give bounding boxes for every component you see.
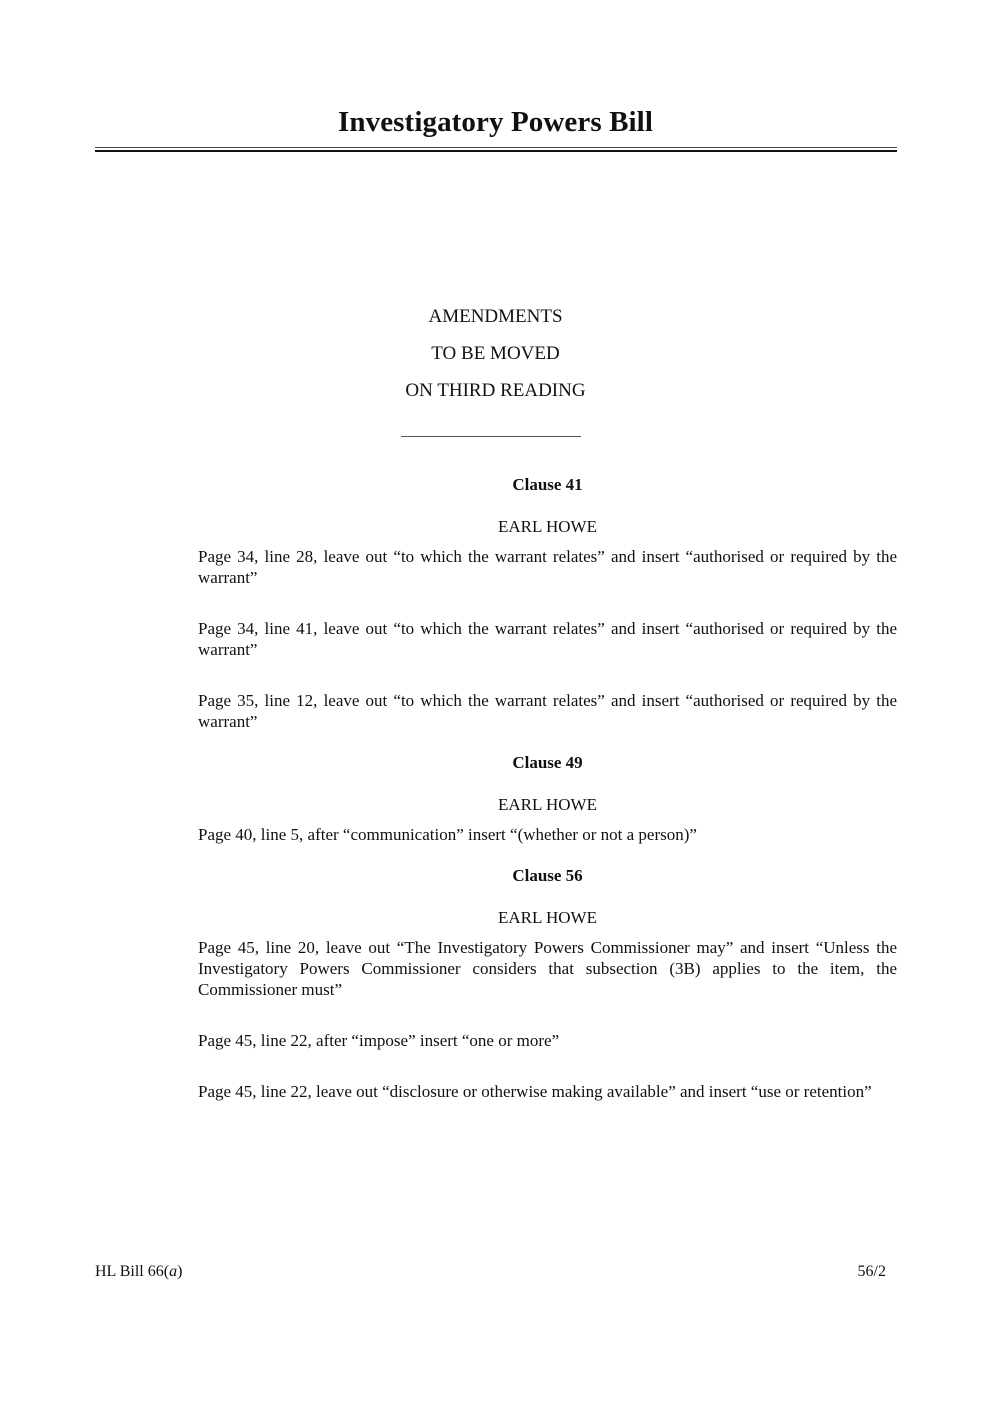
- clause-block-49: [198, 752, 897, 845]
- heading-line-3: ON THIRD READING: [405, 380, 586, 401]
- mover-name: EARL HOWE: [498, 908, 597, 927]
- amendment-text: Page 34, line 41, leave out “to which the warrant relates” and insert “authorised or required by the warrant”: [198, 619, 897, 659]
- bill-ref-suffix: ): [177, 1263, 183, 1280]
- heading-line-1: AMENDMENTS: [428, 306, 563, 327]
- section-divider: [401, 436, 581, 437]
- amendment-text: Page 45, line 22, leave out “disclosure or otherwise making available” and insert “use or retention”: [198, 1082, 872, 1101]
- clause-block-56: [198, 865, 897, 1102]
- bill-ref-italic: a: [169, 1263, 178, 1280]
- clause-heading: Clause 41: [512, 475, 583, 494]
- bill-reference: [95, 1263, 182, 1281]
- amendment-text: Page 35, line 12, leave out “to which the warrant relates” and insert “authorised or required by the warrant”: [198, 691, 897, 731]
- amendments-list: [198, 474, 897, 1102]
- document-title: Investigatory Powers Bill: [337, 106, 653, 138]
- title-rule-thick: [95, 150, 897, 152]
- page-reference: 56/2: [857, 1263, 886, 1280]
- clause-heading: Clause 56: [512, 866, 583, 885]
- amendments-heading: [0, 305, 991, 416]
- amendment-text: Page 45, line 20, leave out “The Investigatory Powers Commissioner may” and insert “Unless the Investigatory Powers Commissioner considers that subsection (3B) applies to the item, the Commissioner must”: [198, 938, 897, 999]
- heading-line-2: TO BE MOVED: [431, 343, 560, 364]
- clause-heading: Clause 49: [512, 753, 583, 772]
- amendment-text: Page 45, line 22, after “impose” insert “one or more”: [198, 1031, 560, 1050]
- title-rule-thin: [95, 147, 897, 148]
- amendment-text: Page 34, line 28, leave out “to which the warrant relates” and insert “authorised or required by the warrant”: [198, 547, 897, 587]
- clause-block-41: [198, 474, 897, 732]
- amendment-text: Page 40, line 5, after “communication” insert “(whether or not a person)”: [198, 825, 697, 844]
- mover-name: EARL HOWE: [498, 517, 597, 536]
- mover-name: EARL HOWE: [498, 795, 597, 814]
- bill-ref-prefix: HL Bill 66(: [95, 1263, 170, 1280]
